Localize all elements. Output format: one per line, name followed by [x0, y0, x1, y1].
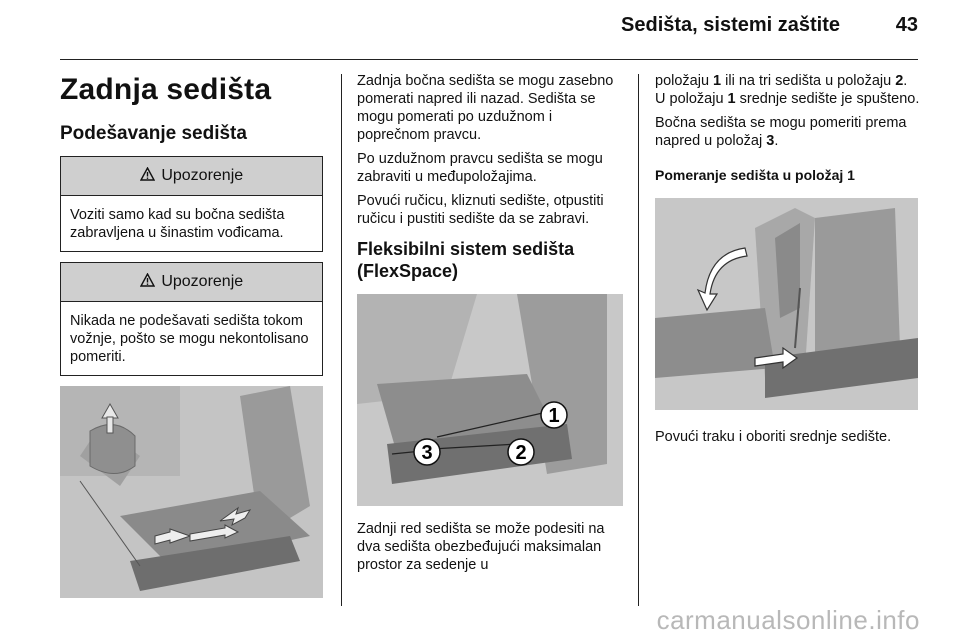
column-1	[60, 72, 323, 598]
warning-text: Nikada ne podešavati sedišta tokom vožnje, pošto se mogu nekontolisano pomeriti.	[70, 313, 309, 365]
column-2	[357, 72, 623, 580]
warning-text: Voziti samo kad su bočna sedišta zabravljena u šinastim vođicama.	[70, 207, 285, 241]
warning-triangle-icon	[140, 273, 159, 290]
callout-1	[541, 402, 567, 428]
header-rule	[60, 59, 918, 60]
flexspace-illustration	[357, 294, 623, 506]
column-3	[655, 72, 921, 452]
svg-text:1: 1	[548, 405, 560, 427]
column-divider	[341, 74, 342, 606]
page-number: 43	[895, 14, 918, 36]
column-divider	[638, 74, 639, 606]
warning-header	[61, 263, 322, 302]
section-heading: Zadnja sedišta	[60, 73, 272, 106]
warning-triangle-icon	[140, 167, 159, 184]
subsection-heading: Fleksibilni sistem sedišta (FlexSpace)	[357, 239, 575, 281]
svg-text:3: 3	[421, 442, 433, 464]
warning-box	[60, 156, 323, 252]
running-header-title: Sedišta, sistemi zaštite	[621, 14, 840, 36]
warning-title: Upozorenje	[161, 273, 244, 290]
paragraph: Povući ručicu, kliznuti sedište, otpustiti ručicu i pustiti sedište da se zabravi.	[357, 193, 604, 227]
figure-heading: Pomeranje sedišta u položaj 1	[655, 167, 855, 183]
paragraph: Bočna sedišta se mogu pomeriti prema napred u položaj 3.	[655, 115, 907, 149]
figure-caption: Povući traku i oboriti srednje sedište.	[655, 429, 892, 445]
watermark: carmanualsonline.info	[656, 605, 920, 635]
svg-text:2: 2	[515, 442, 527, 464]
paragraph: Zadnji red sedišta se može podesiti na dva sedišta obezbeđujući maksimalan prostor za sedenje u	[357, 521, 605, 573]
paragraph: položaju 1 ili na tri sedišta u položaju 2. U položaju 1 srednje sedište je spušteno.	[655, 73, 920, 107]
paragraph: Po uzdužnom pravcu sedišta se mogu zabraviti u međupoložajima.	[357, 151, 603, 185]
subsection-heading: Podešavanje sedišta	[60, 123, 247, 144]
seat-adjustment-illustration	[60, 386, 323, 598]
warning-box	[60, 262, 323, 376]
paragraph: Zadnja bočna sedišta se mogu zasebno pomerati napred ili nazad. Sedišta se mogu pomerati po uzdužnom i poprečnom pravcu.	[357, 73, 614, 143]
callout-3	[414, 439, 440, 465]
middle-seat-fold-illustration	[655, 198, 918, 410]
warning-header	[61, 157, 322, 196]
callout-2	[508, 439, 534, 465]
warning-title: Upozorenje	[161, 167, 244, 184]
